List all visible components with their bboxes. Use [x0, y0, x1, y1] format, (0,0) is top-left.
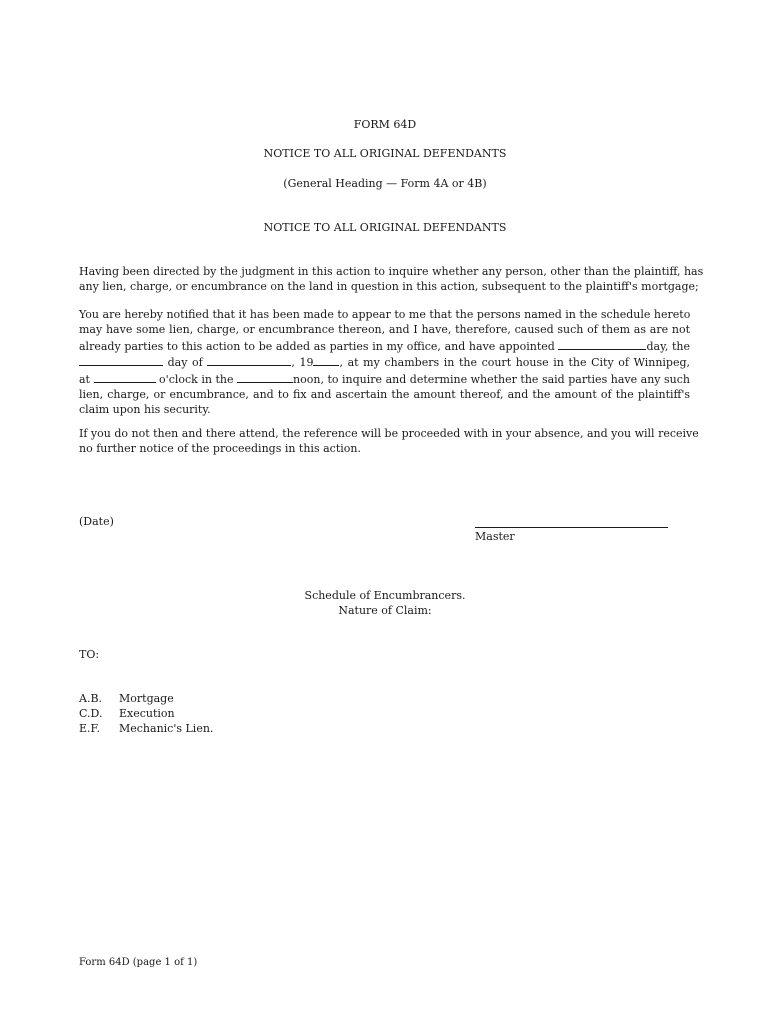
form-title-repeat: NOTICE TO ALL ORIGINAL DEFENDANTS	[263, 221, 507, 234]
claim-type: Mortgage	[119, 692, 174, 705]
paragraph-line	[79, 371, 690, 388]
claim-type: Execution	[119, 707, 175, 720]
paragraph-line	[79, 338, 690, 355]
line-text: already parties to this action to be added as parties in my office, and have appointed	[79, 339, 555, 353]
paragraph-line: If you do not then and there attend, the reference will be proceeded with in your absence, and you will receive	[79, 427, 699, 440]
paragraph-line: any lien, charge, or encumbrance on the land in question in this action, subsequent to the plaintiff's mortgage;	[79, 279, 699, 293]
paragraph-line: Having been directed by the judgment in this action to inquire whether any person, other than the plaintiff, has	[79, 265, 704, 278]
year-blank	[313, 354, 339, 366]
claim-type: Mechanic's Lien.	[119, 722, 214, 735]
form-number: FORM 64D	[353, 118, 417, 131]
general-heading-note: (General Heading — Form 4A or 4B)	[283, 177, 487, 190]
schedule-entry	[79, 707, 175, 720]
paragraph-3	[79, 427, 699, 457]
fore-after-blank	[237, 371, 293, 383]
form-title: NOTICE TO ALL ORIGINAL DEFENDANTS	[263, 147, 507, 160]
paragraph-2	[79, 308, 690, 418]
paragraph-1	[79, 265, 704, 295]
paragraph-line: claim upon his security.	[79, 402, 211, 416]
line-text: o'clock in the	[159, 373, 234, 387]
schedule-entry	[79, 722, 213, 735]
date-label: (Date)	[79, 515, 114, 528]
paragraph-line: You are hereby notified that it has been made to appear to me that the persons named in the schedule hereto	[79, 308, 691, 321]
paragraph-line: lien, charge, or encumbrance, and to fix and ascertain the amount thereof, and the amount of the plaintiff's	[79, 387, 690, 401]
line-text: , 19	[291, 356, 314, 370]
page-footer: Form 64D (page 1 of 1)	[79, 957, 198, 968]
paragraph-line: may have some lien, charge, or encumbrance thereon, and I have, therefore, caused such of them as are not	[79, 322, 690, 336]
line-text: day, the	[646, 339, 690, 353]
line-text: at	[79, 373, 90, 387]
encumbrancer-abbr: C.D.	[79, 707, 103, 720]
schedule-subtitle: Nature of Claim:	[338, 604, 432, 617]
line-text: , at my chambers in the court house in the City of Winnipeg,	[339, 356, 691, 370]
hour-blank	[94, 371, 156, 383]
line-text: noon, to inquire and determine whether the said parties have any such	[293, 373, 690, 387]
encumbrancer-abbr: A.B.	[79, 692, 103, 705]
day-blank	[79, 354, 163, 366]
signature-line	[475, 527, 668, 528]
line-text: day of	[167, 356, 203, 370]
master-label: Master	[475, 530, 515, 543]
paragraph-line: no further notice of the proceedings in this action.	[79, 441, 361, 455]
to-label: TO:	[79, 648, 100, 661]
month-blank	[207, 354, 291, 366]
paragraph-line	[79, 354, 690, 371]
appointed-day-blank	[558, 338, 646, 350]
encumbrancer-abbr: E.F.	[79, 722, 100, 735]
schedule-entry	[79, 692, 174, 705]
schedule-title: Schedule of Encumbrancers.	[304, 589, 466, 602]
